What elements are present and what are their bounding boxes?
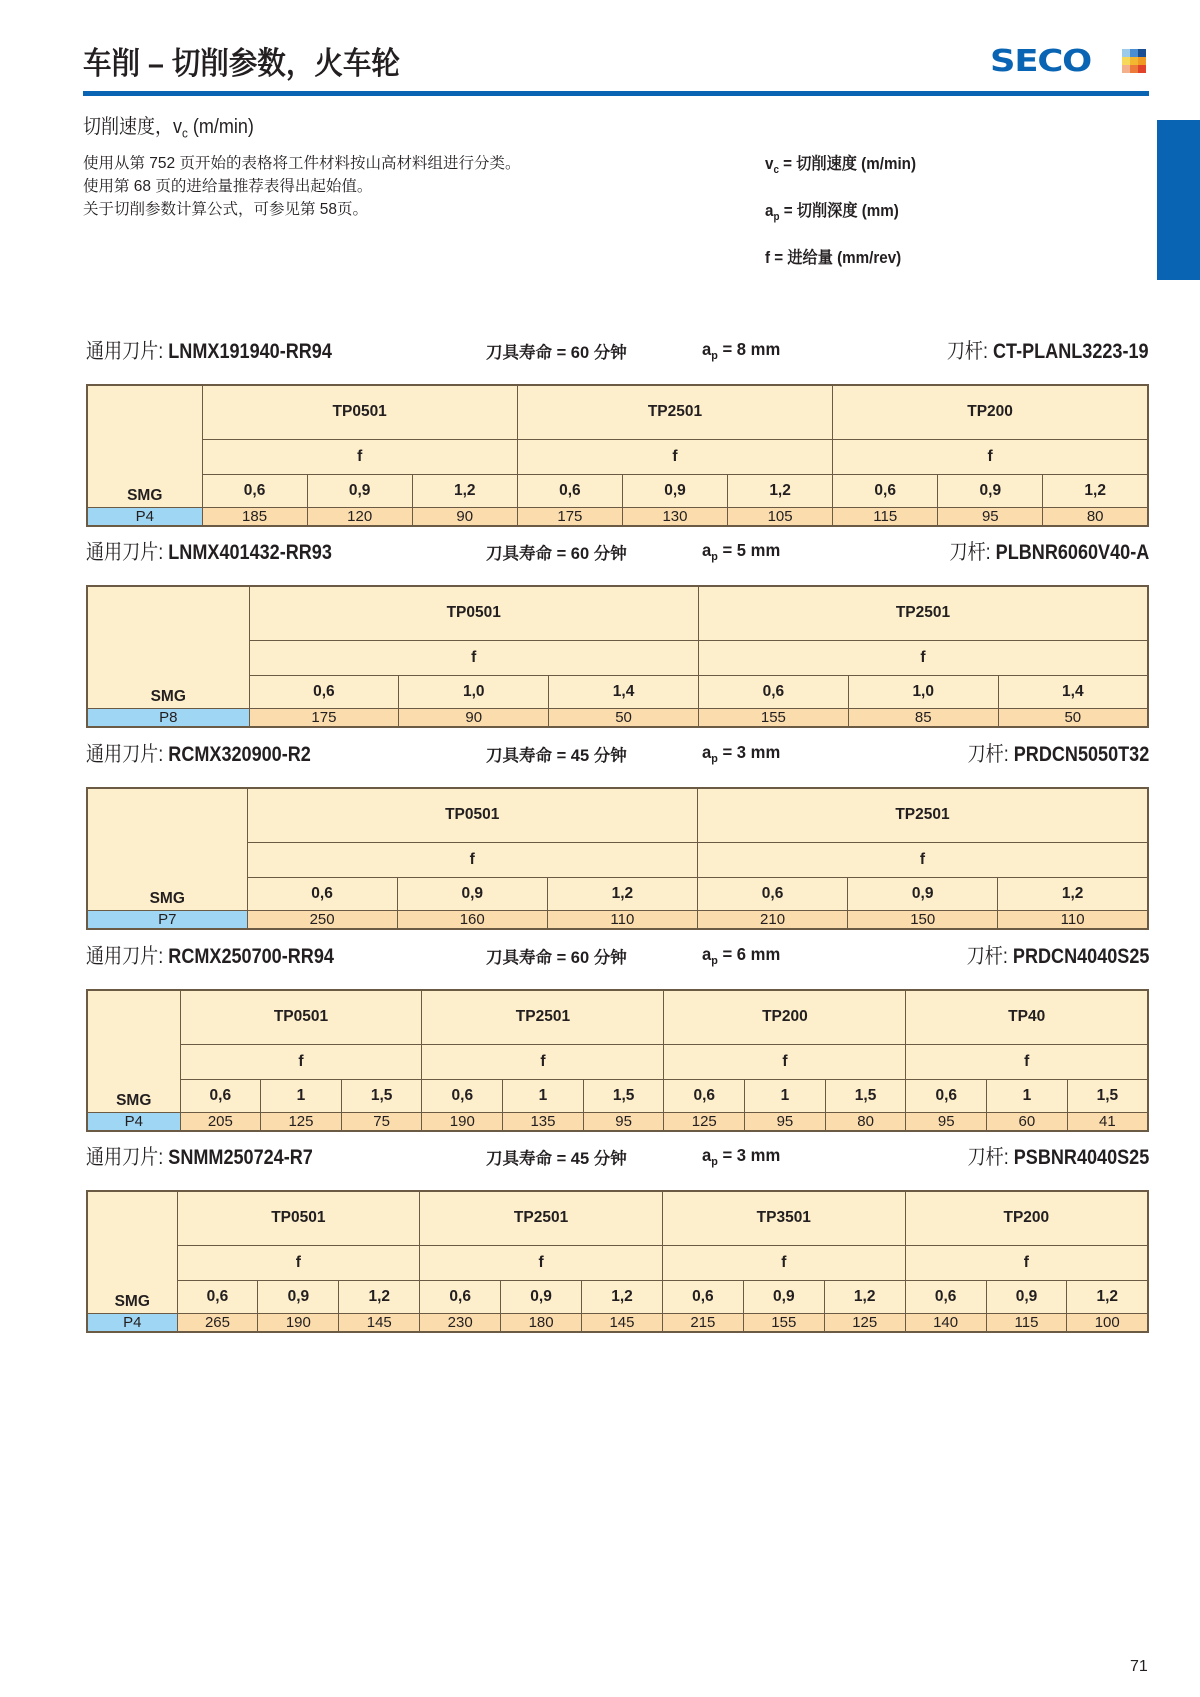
- ap-subscript: p: [711, 1155, 718, 1168]
- feed-value: 1: [987, 1079, 1068, 1112]
- smg-header: SMG: [87, 586, 249, 708]
- page-title: 车削 – 切削参数，火车轮: [83, 46, 400, 81]
- speed-value: 120: [307, 507, 412, 526]
- grade-header: TP2501: [517, 385, 832, 439]
- feed-value: 1,2: [728, 474, 833, 507]
- feed-value: 0,9: [622, 474, 727, 507]
- feed-label: f: [833, 439, 1148, 474]
- feed-value: 0,6: [905, 1280, 986, 1313]
- feed-value: 1: [503, 1079, 584, 1112]
- legend-subscript: c: [773, 163, 779, 176]
- feed-value: 1,2: [582, 1280, 663, 1313]
- speed-value: 85: [848, 708, 998, 727]
- feed-value: 0,6: [247, 877, 397, 910]
- speed-value: 110: [547, 910, 697, 929]
- feed-value: 1,5: [583, 1079, 664, 1112]
- speed-value: 115: [833, 507, 938, 526]
- feed-value: 1,2: [1067, 1280, 1148, 1313]
- ap-subscript: p: [711, 954, 718, 967]
- speed-value: 175: [517, 507, 622, 526]
- ap-symbol: a: [702, 339, 712, 359]
- insert-designation: [86, 1141, 313, 1171]
- logo-color-grid-icon: [1122, 49, 1146, 73]
- depth-of-cut: [702, 742, 780, 765]
- holder-label: 刀杆:: [966, 945, 1013, 968]
- grade-header: TP2501: [697, 788, 1148, 842]
- cutting-speed-table: [86, 989, 1149, 1132]
- feed-value: 0,6: [517, 474, 622, 507]
- depth-of-cut: [702, 339, 780, 362]
- subtitle-subscript: c: [182, 125, 188, 141]
- cutting-data-section: [86, 335, 1149, 525]
- speed-value: 100: [1067, 1313, 1148, 1332]
- feed-value: 1,5: [825, 1079, 906, 1112]
- holder-code: PSBNR4040S25: [1013, 1146, 1149, 1169]
- speed-value: 95: [938, 507, 1043, 526]
- ap-subscript: p: [711, 349, 718, 362]
- speed-value: 125: [824, 1313, 905, 1332]
- speed-value: 230: [420, 1313, 501, 1332]
- feed-value: 0,6: [698, 675, 848, 708]
- grade-header: TP3501: [662, 1191, 905, 1245]
- symbol-legend: [765, 150, 916, 291]
- cutting-data-section: [86, 940, 1149, 1130]
- material-group: P4: [87, 507, 202, 526]
- grade-header: TP2501: [422, 990, 664, 1044]
- title-divider: [83, 91, 1149, 96]
- cutting-data-section: [86, 738, 1149, 928]
- feed-value: 1,2: [339, 1280, 420, 1313]
- speed-value: 145: [339, 1313, 420, 1332]
- legend-symbol: a: [765, 202, 774, 220]
- ap-symbol: a: [702, 540, 712, 560]
- chapter-side-tab: [1157, 120, 1200, 280]
- feed-value: 1,4: [549, 675, 699, 708]
- legend-symbol: v: [765, 155, 774, 173]
- speed-value: 180: [501, 1313, 582, 1332]
- insert-designation: [86, 335, 332, 365]
- feed-value: 0,9: [307, 474, 412, 507]
- feed-value: 0,9: [501, 1280, 582, 1313]
- speed-value: 150: [848, 910, 998, 929]
- holder-label: 刀杆:: [947, 340, 994, 363]
- legend-text: = 进给量 (mm/rev): [770, 249, 902, 267]
- ap-value: = 6 mm: [717, 944, 781, 964]
- speed-value: 155: [743, 1313, 824, 1332]
- feed-value: 0,6: [833, 474, 938, 507]
- speed-value: 160: [397, 910, 547, 929]
- feed-label: f: [697, 842, 1148, 877]
- insert-label: 通用刀片:: [86, 340, 169, 363]
- speed-value: 145: [582, 1313, 663, 1332]
- feed-value: 0,9: [258, 1280, 339, 1313]
- grade-header: TP200: [905, 1191, 1148, 1245]
- seco-logo: [990, 44, 1092, 79]
- legend-text: = 切削速度 (m/min): [778, 155, 916, 173]
- feed-label: f: [202, 439, 517, 474]
- insert-code: LNMX191940-RR94: [168, 340, 332, 363]
- depth-of-cut: [702, 540, 780, 563]
- section-header: [86, 940, 1149, 974]
- feed-value: 0,6: [180, 1079, 261, 1112]
- table-row: [87, 1112, 1148, 1131]
- feed-label: f: [698, 640, 1148, 675]
- feed-value: 1: [745, 1079, 826, 1112]
- table-row: [87, 910, 1148, 929]
- ap-symbol: a: [702, 944, 712, 964]
- feed-value: 1,0: [399, 675, 549, 708]
- ap-value: = 3 mm: [717, 742, 781, 762]
- feed-value: 1,0: [848, 675, 998, 708]
- speed-value: 50: [998, 708, 1148, 727]
- cutting-speed-table: [86, 384, 1149, 527]
- feed-value: 0,6: [422, 1079, 503, 1112]
- tool-life: 刀具寿命 = 60 分钟: [486, 949, 627, 967]
- speed-value: 130: [622, 507, 727, 526]
- toolholder-designation: [949, 536, 1149, 566]
- section-header: [86, 536, 1149, 570]
- feed-value: 1,4: [998, 675, 1148, 708]
- holder-label: 刀杆:: [949, 541, 996, 564]
- section-header: [86, 738, 1149, 772]
- legend-vc: [765, 150, 916, 197]
- speed-value: 155: [698, 708, 848, 727]
- feed-label: f: [517, 439, 832, 474]
- toolholder-designation: [966, 940, 1149, 970]
- feed-value: 1,2: [547, 877, 697, 910]
- tool-life: 刀具寿命 = 60 分钟: [486, 545, 627, 563]
- feed-value: 0,9: [986, 1280, 1067, 1313]
- speed-value: 135: [503, 1112, 584, 1131]
- speed-value: 250: [247, 910, 397, 929]
- feed-value: 0,9: [397, 877, 547, 910]
- speed-value: 190: [258, 1313, 339, 1332]
- toolholder-designation: [947, 335, 1149, 365]
- insert-code: RCMX320900-R2: [168, 743, 311, 766]
- feed-label: f: [422, 1044, 664, 1079]
- insert-designation: [86, 536, 332, 566]
- speed-value: 95: [583, 1112, 664, 1131]
- ap-value: = 8 mm: [717, 339, 781, 359]
- feed-label: f: [180, 1044, 422, 1079]
- feed-value: 0,6: [662, 1280, 743, 1313]
- holder-code: PRDCN5050T32: [1013, 743, 1149, 766]
- feed-value: 0,6: [177, 1280, 258, 1313]
- speed-value: 80: [1043, 507, 1148, 526]
- intro-line: 使用从第 752 页开始的表格将工件材料按山高材料组进行分类。: [83, 155, 521, 172]
- insert-code: RCMX250700-RR94: [168, 945, 334, 968]
- speed-value: 140: [905, 1313, 986, 1332]
- feed-value: 1,2: [412, 474, 517, 507]
- speed-value: 60: [987, 1112, 1068, 1131]
- speed-value: 190: [422, 1112, 503, 1131]
- ap-value: = 5 mm: [717, 540, 781, 560]
- grade-header: TP0501: [180, 990, 422, 1044]
- speed-value: 95: [906, 1112, 987, 1131]
- feed-value: 1,2: [998, 877, 1148, 910]
- feed-label: f: [664, 1044, 906, 1079]
- insert-label: 通用刀片:: [86, 945, 169, 968]
- insert-label: 通用刀片:: [86, 1146, 169, 1169]
- feed-label: f: [906, 1044, 1148, 1079]
- material-group: P4: [87, 1112, 180, 1131]
- insert-code: SNMM250724-R7: [168, 1146, 313, 1169]
- speed-value: 80: [825, 1112, 906, 1131]
- feed-label: f: [905, 1245, 1148, 1280]
- speed-value: 90: [412, 507, 517, 526]
- grade-header: TP0501: [249, 586, 698, 640]
- smg-header: SMG: [87, 1191, 177, 1313]
- feed-value: 0,9: [938, 474, 1043, 507]
- feed-value: 0,6: [202, 474, 307, 507]
- feed-value: 1: [261, 1079, 342, 1112]
- material-group: P7: [87, 910, 247, 929]
- legend-symbol: f: [765, 249, 771, 267]
- logo-text: SECO: [990, 44, 1092, 79]
- feed-label: f: [249, 640, 698, 675]
- speed-value: 90: [399, 708, 549, 727]
- speed-value: 175: [249, 708, 399, 727]
- material-group: P8: [87, 708, 249, 727]
- holder-label: 刀杆:: [967, 743, 1014, 766]
- feed-value: 1,5: [341, 1079, 422, 1112]
- subtitle-label: 切削速度，v: [83, 116, 182, 138]
- feed-value: 1,5: [1067, 1079, 1148, 1112]
- grade-header: TP40: [906, 990, 1148, 1044]
- smg-header: SMG: [87, 385, 202, 507]
- page-number: 71: [1130, 1658, 1148, 1675]
- feed-label: f: [177, 1245, 420, 1280]
- table-row: [87, 507, 1148, 526]
- intro-line: 关于切削参数计算公式，可参见第 58页。: [83, 201, 369, 218]
- table-row: [87, 708, 1148, 727]
- speed-value: 265: [177, 1313, 258, 1332]
- legend-f: [765, 244, 916, 291]
- grade-header: TP2501: [420, 1191, 663, 1245]
- cutting-data-section: [86, 1141, 1149, 1331]
- feed-value: 0,6: [906, 1079, 987, 1112]
- smg-header: SMG: [87, 990, 180, 1112]
- speed-value: 210: [697, 910, 847, 929]
- holder-code: CT-PLANL3223-19: [993, 340, 1149, 363]
- insert-label: 通用刀片:: [86, 743, 169, 766]
- grade-header: TP0501: [177, 1191, 420, 1245]
- feed-label: f: [247, 842, 697, 877]
- ap-value: = 3 mm: [717, 1145, 781, 1165]
- feed-label: f: [420, 1245, 663, 1280]
- cutting-speed-table: [86, 585, 1149, 728]
- cutting-speed-table: [86, 787, 1149, 930]
- grade-header: TP0501: [202, 385, 517, 439]
- tool-life: 刀具寿命 = 45 分钟: [486, 1150, 627, 1168]
- speed-value: 125: [664, 1112, 745, 1131]
- speed-value: 110: [998, 910, 1148, 929]
- speed-value: 95: [745, 1112, 826, 1131]
- cutting-data-section: [86, 536, 1149, 726]
- smg-header: SMG: [87, 788, 247, 910]
- speed-value: 75: [341, 1112, 422, 1131]
- grade-header: TP2501: [698, 586, 1148, 640]
- insert-code: LNMX401432-RR93: [168, 541, 332, 564]
- subtitle-unit: (m/min): [187, 116, 254, 138]
- material-group: P4: [87, 1313, 177, 1332]
- feed-label: f: [662, 1245, 905, 1280]
- feed-value: 0,6: [664, 1079, 745, 1112]
- grade-header: TP200: [833, 385, 1148, 439]
- tool-life: 刀具寿命 = 60 分钟: [486, 344, 627, 362]
- legend-subscript: p: [773, 210, 780, 223]
- speed-value: 185: [202, 507, 307, 526]
- ap-symbol: a: [702, 1145, 712, 1165]
- grade-header: TP200: [664, 990, 906, 1044]
- toolholder-designation: [967, 738, 1149, 768]
- insert-label: 通用刀片:: [86, 541, 169, 564]
- grade-header: TP0501: [247, 788, 697, 842]
- feed-value: 0,6: [420, 1280, 501, 1313]
- feed-value: 0,9: [743, 1280, 824, 1313]
- speed-value: 115: [986, 1313, 1067, 1332]
- holder-code: PLBNR6060V40-A: [995, 541, 1149, 564]
- section-subtitle: [83, 110, 254, 141]
- insert-designation: [86, 940, 334, 970]
- feed-value: 0,9: [848, 877, 998, 910]
- intro-text: [83, 152, 520, 221]
- section-header: [86, 1141, 1149, 1175]
- ap-symbol: a: [702, 742, 712, 762]
- holder-label: 刀杆:: [967, 1146, 1014, 1169]
- ap-subscript: p: [711, 752, 718, 765]
- cutting-speed-table: [86, 1190, 1149, 1333]
- speed-value: 50: [549, 708, 699, 727]
- speed-value: 105: [728, 507, 833, 526]
- holder-code: PRDCN4040S25: [1012, 945, 1149, 968]
- speed-value: 215: [662, 1313, 743, 1332]
- legend-text: = 切削深度 (mm): [779, 202, 899, 220]
- table-row: [87, 1313, 1148, 1332]
- feed-value: 0,6: [249, 675, 399, 708]
- depth-of-cut: [702, 944, 780, 967]
- feed-value: 1,2: [824, 1280, 905, 1313]
- speed-value: 205: [180, 1112, 261, 1131]
- feed-value: 1,2: [1043, 474, 1148, 507]
- tool-life: 刀具寿命 = 45 分钟: [486, 747, 627, 765]
- legend-ap: [765, 197, 916, 244]
- speed-value: 41: [1067, 1112, 1148, 1131]
- speed-value: 125: [261, 1112, 342, 1131]
- ap-subscript: p: [711, 550, 718, 563]
- intro-line: 使用第 68 页的进给量推荐表得出起始值。: [83, 178, 373, 195]
- toolholder-designation: [967, 1141, 1149, 1171]
- section-header: [86, 335, 1149, 369]
- depth-of-cut: [702, 1145, 780, 1168]
- feed-value: 0,6: [697, 877, 847, 910]
- insert-designation: [86, 738, 311, 768]
